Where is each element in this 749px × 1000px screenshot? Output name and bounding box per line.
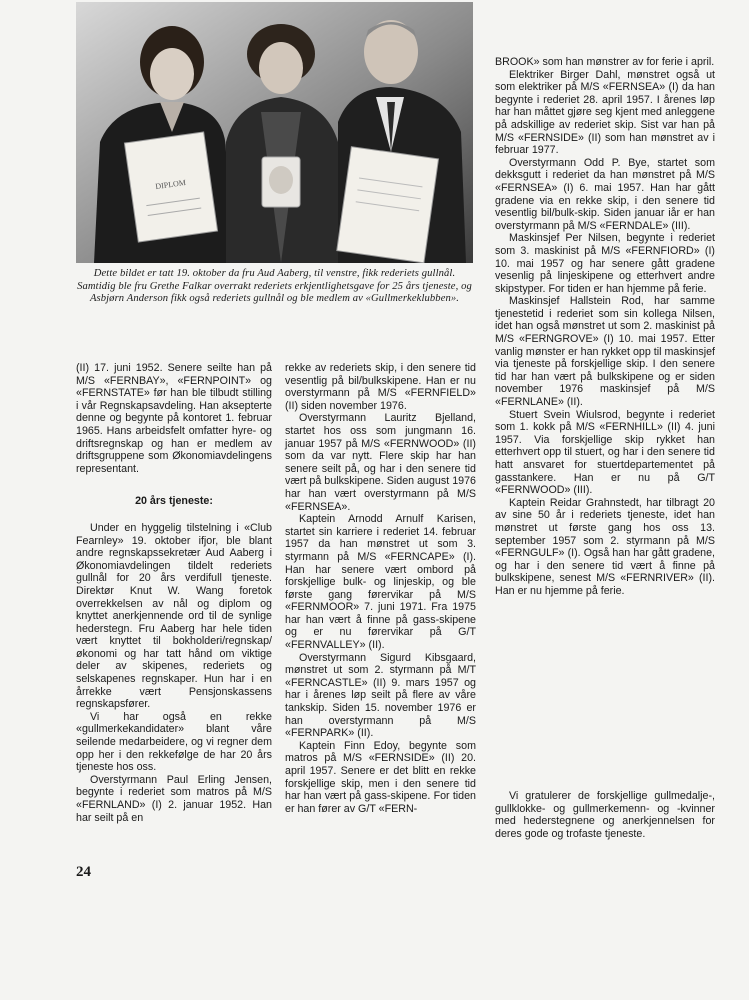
paragraph: Vi har også en rekke «gullmerkekandidater» blant våre seilende medarbeidere, og vi regner dem opp her i den rekkefølge de har 20 års tjeneste hos oss. — [76, 710, 272, 774]
section-heading: 20 års tjeneste: — [135, 495, 213, 508]
paragraph: Under en hyggelig tilstelning i «Club Fearnley» 19. oktober ifjor, ble blant andre regnskapssekretær Aud Aaberg i Økonomiavdelingen tildelt rederiets gullnål for 20 års verdifull tjeneste. Direktør Knut W. Wang foretok overrekkelsen av nål og diplom og knyttet anerkjennende ord til de synlige hederstegn. Fru Aaberg har hele tiden vært knyttet til bokholderi/regnskap/økonomi og har tatt hånd om viktige deler av skipenes, rederiets og selskapenes regnskaper. Hun har i en årrekke vært Pensjonskassens regnskapsfører. — [76, 521, 272, 711]
photo-caption: Dette bildet er tatt 19. oktober da fru Aud Aaberg, til venstre, fikk rederiets gullnål. Samtidig ble fru Grethe Falkar overrakt rederiets erkjentlighetsgave for 25 års tjeneste, og Asbjørn Anderson fikk også rederiets gullnål og ble medlem av «Gullmerkeklubben». — [77, 268, 472, 305]
paragraph: Elektriker Birger Dahl, mønstret også ut som elektriker på M/S «FERNSEA» (I) da han begynte i rederiet 28. april 1957. I årenes løp har han måttet gjøre seg kjent med anleggene på adskillige av rederiet skip. Sist var han på M/S «FERNSIDE» (II) som han mønstret av i februar 1977. — [495, 68, 715, 157]
paragraph: Stuert Svein Wiulsrod, begynte i rederiet som 1. kokk på M/S «FERNHILL» (II) 4. juni 1957. Via forskjellige skip rykket han etterhvert opp til stuert, og har i den senere tid hatt ansvaret for stuertdepartementet på gasstankere. Han er nu på G/T «FERNWOOD» (III). — [495, 408, 715, 497]
paragraph: Kaptein Reidar Grahnstedt, har tilbragt 20 av sine 50 år i rederiets tjeneste, idet han mønstret ut første gang hos oss 13. september 1957 som 2. styrmann på M/S «FERNGULF» (I). Også han har gått gradene, og har i den senere tid vært å finne på bulkskipene, senest M/S «FERNRIVER» (II). Han er nu hjemme på ferie. — [495, 496, 715, 597]
paragraph: Maskinsjef Hallstein Rod, har samme tjenestetid i rederiet som sin kollega Nilsen, idet han også mønstret ut som 2. maskinist på M/S «FERNGROVE» (I) 10. mai 1957. Etter vanlig mønster er han rykket opp til maskinsjef via tjeneste på forskjellige skip. I den senere tid har han vært på bulkskipene og er siden november 1976 maskinsjef på M/S «FERNLANE» (II). — [495, 295, 715, 409]
paragraph: Maskinsjef Per Nilsen, begynte i rederiet som 3. maskinist på M/S «FERNFIORD» (I) 10. mai 1957 og har senere gått gradene vesenlig på linjeskipene og etterhvert andre skipstyper. For tiden er han hjemme på ferie. — [495, 232, 715, 295]
svg-text:DIPLOM: DIPLOM — [154, 177, 187, 192]
page-number: 24 — [76, 864, 91, 880]
photograph — [76, 2, 473, 263]
paragraph: Overstyrmann Sigurd Kibsgaard, mønstret ut som 2. styrmann på M/T «FERNCASTLE» (II) 9. mars 1957 og har i årenes løp seilt på flere av våre tankskip. Siden 15. november 1976 er han overstyrmann på M/S «FERNPARK» (II). — [285, 651, 476, 740]
closing-paragraph-block — [495, 790, 715, 840]
paragraph: BROOK» som han mønstrer av for ferie i april. — [495, 56, 715, 68]
paragraph: Overstyrmann Odd P. Bye, startet som dekksgutt i rederiet da han mønstret på M/S «FERNSEA» (I) 6. mai 1957. Han har gått gradene via en rekke skip, i den senere tid vesentlig bil/bulk-skip. Siden januar iår er han overstyrmann på M/S «FERNDALE» (III). — [495, 156, 715, 232]
paragraph: (II) 17. juni 1952. Senere seilte han på M/S «FERNBAY», «FERNPOINT» og «FERNSTATE» før han ble tilbudt stilling i vår Regnskapsavdeling. Han aksepterte denne og begynte på kontoret 1. februar 1965. Hans arbeidsfelt omfatter hyre- og driftsregnskap og han er medlem av driftsgruppene som Økonomiavdelingens representant. — [76, 362, 272, 475]
text-column-1 — [76, 362, 272, 824]
paragraph: Overstyrmann Paul Erling Jensen, begynte i rederiet som matros på M/S «FERNLAND» (I) 2. januar 1952. Han har seilt på en — [76, 773, 272, 824]
text-column-3 — [495, 56, 715, 598]
closing-paragraph: Vi gratulerer de forskjellige gullmedalje-, gullklokke- og gullmerkemenn- og -kvinner med hederstegnene og anerkjennelsen for deres gode og trofaste tjeneste. — [495, 790, 715, 840]
paragraph: Kaptein Finn Edoy, begynte som matros på M/S «FERNSIDE» (II) 20. april 1957. Senere er det blitt en rekke forskjellige skip, men i den senere tid har han vært på gass-skipene. For tiden er han fører av G/T «FERN- — [285, 739, 476, 815]
paragraph: rekke av rederiets skip, i den senere tid vesentlig på bil/bulkskipene. Han er nu overstyrmann på M/S «FERNFIELD» (II) siden november 1976. — [285, 362, 476, 412]
diploma-left — [124, 132, 217, 242]
paragraph: Kaptein Arnodd Arnulf Karisen, startet sin karriere i rederiet 14. februar 1957 da han mønstret ut som 3. styrmann på M/S «FERNCAPE» (I). Han har senere vært ombord på forskjellige bulk- og linjeskip, og ble første gang førervikar på M/S «FERNMOOR» 7. juni 1971. Fra 1975 har han vært å finne på gass-skipene og er nu førervikar på G/T «FERNVALLEY» (II). — [285, 513, 476, 652]
diploma-right — [337, 147, 439, 263]
text-column-2 — [285, 362, 476, 815]
paragraph: Overstyrmann Lauritz Bjelland, startet hos oss som jungmann 16. januar 1957 på M/S «FERNWOOD» (II) som da var nytt. Flere skip har han senere seilt på, og har i den senere tid vært på bulkskipene. Siden august 1976 har han vært overstyrmann på M/S «FERNSEA». — [285, 412, 476, 513]
